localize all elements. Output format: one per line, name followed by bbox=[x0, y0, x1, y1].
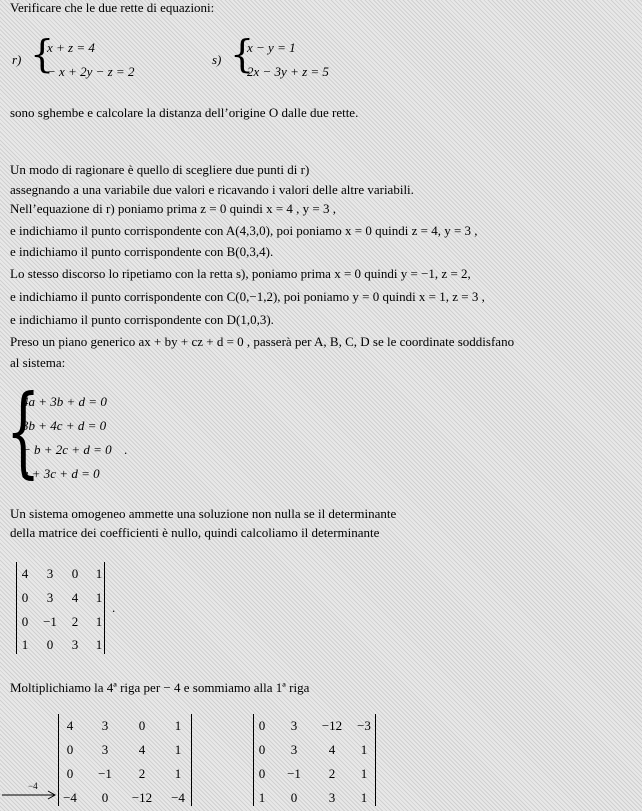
system-brace: { bbox=[6, 375, 41, 489]
matrix3-cell-r4-c1: 1 bbox=[258, 790, 266, 805]
solution-line-5: e indichiamo il punto corrispondente con B(0,3,4). bbox=[10, 244, 274, 259]
system-eq-2: 3b + 4c + d = 0 bbox=[22, 418, 107, 433]
matrix1-cell-r2-c3: 4 bbox=[71, 590, 79, 605]
matrix1-cell-r4-c1: 1 bbox=[21, 637, 29, 652]
line-r-eq1: x + z = 4 bbox=[47, 40, 95, 55]
line-s-brace: { bbox=[230, 32, 255, 76]
matrix3-cell-r1-c4: −3 bbox=[357, 718, 371, 733]
system-trailing-dot: . bbox=[124, 442, 128, 457]
matrix3-cell-r4-c4: 1 bbox=[360, 790, 368, 805]
solution-line-10: al sistema: bbox=[10, 355, 66, 370]
matrix1-cell-r1-c2: 3 bbox=[46, 566, 54, 581]
step-text: Moltiplichiamo la 4ª riga per − 4 e sommiamo alla 1ª riga bbox=[10, 680, 310, 695]
problem-statement: Verificare che le due rette di equazioni: bbox=[10, 0, 215, 15]
matrix1-cell-r1-c1: 4 bbox=[21, 566, 29, 581]
solution-line-4: e indichiamo il punto corrispondente con A(4,3,0), poi poniamo x = 0 quindi z = 4, y = 3 , bbox=[10, 223, 478, 238]
row-arrow bbox=[0, 790, 60, 802]
solution-line-8: e indichiamo il punto corrispondente con D(1,0,3). bbox=[10, 312, 274, 327]
matrix2-cell-r3-c4: 1 bbox=[174, 766, 182, 781]
matrix1-cell-r4-c4: 1 bbox=[95, 637, 103, 652]
matrix3-cell-r3-c1: 0 bbox=[258, 766, 266, 781]
matrix3-cell-r2-c4: 1 bbox=[360, 742, 368, 757]
system-eq-1: 4a + 3b + d = 0 bbox=[22, 394, 107, 409]
matrix2-cell-r2-c4: 1 bbox=[174, 742, 182, 757]
explain-line-1: Un sistema omogeneo ammette una soluzione non nulla se il determinante bbox=[10, 506, 397, 521]
arrow-label: −4 bbox=[28, 781, 38, 791]
solution-line-9: Preso un piano generico ax + by + cz + d = 0 , passerà per A, B, C, D se le coordinate soddisfano bbox=[10, 334, 515, 349]
matrix3-cell-r2-c1: 0 bbox=[258, 742, 266, 757]
line-r-brace: { bbox=[30, 32, 55, 76]
problem-question: sono sghembe e calcolare la distanza dell’origine O dalle due rette. bbox=[10, 105, 359, 120]
line-r-eq2: − x + 2y − z = 2 bbox=[47, 64, 135, 79]
matrix2-cell-r3-c1: 0 bbox=[66, 766, 74, 781]
matrix2-cell-r4-c4: −4 bbox=[171, 790, 185, 805]
matrix2-cell-r1-c2: 3 bbox=[101, 718, 109, 733]
matrix3-cell-r4-c2: 0 bbox=[290, 790, 298, 805]
matrix2-cell-r3-c3: 2 bbox=[138, 766, 146, 781]
solution-line-7: e indichiamo il punto corrispondente con C(0,−1,2), poi poniamo y = 0 quindi x = 1, z = 3 , bbox=[10, 289, 485, 304]
matrix2-cell-r1-c4: 1 bbox=[174, 718, 182, 733]
matrix1-cell-r1-c4: 1 bbox=[95, 566, 103, 581]
line-s-eq2: 2x − 3y + z = 5 bbox=[247, 64, 329, 79]
matrix3-cell-r1-c1: 0 bbox=[258, 718, 266, 733]
det1-trailing-dot: . bbox=[112, 600, 116, 615]
line-s-eq1: x − y = 1 bbox=[247, 40, 296, 55]
matrix2-cell-r2-c1: 0 bbox=[66, 742, 74, 757]
matrix1-cell-r3-c3: 2 bbox=[71, 614, 79, 629]
matrix3-cell-r3-c4: 1 bbox=[360, 766, 368, 781]
line-r-label: r) bbox=[12, 52, 22, 67]
solution-line-3: Nell’equazione di r) poniamo prima z = 0 quindi x = 4 , y = 3 , bbox=[10, 201, 336, 216]
matrix2-cell-r4-c1: −4 bbox=[63, 790, 77, 805]
matrix1-cell-r3-c1: 0 bbox=[21, 614, 29, 629]
matrix2-cell-r1-c1: 4 bbox=[66, 718, 74, 733]
solution-line-1: Un modo di ragionare è quello di scegliere due punti di r) bbox=[10, 162, 310, 177]
matrix3-cell-r3-c3: 2 bbox=[328, 766, 336, 781]
matrix1-cell-r2-c2: 3 bbox=[46, 590, 54, 605]
matrix3-cell-r1-c2: 3 bbox=[290, 718, 298, 733]
matrix1-cell-r2-c4: 1 bbox=[95, 590, 103, 605]
matrix2-cell-r2-c3: 4 bbox=[138, 742, 146, 757]
matrix2-cell-r4-c3: −12 bbox=[131, 790, 153, 805]
matrix1-cell-r3-c4: 1 bbox=[95, 614, 103, 629]
explain-line-2: della matrice dei coefficienti è nullo, quindi calcoliamo il determinante bbox=[10, 525, 380, 540]
solution-line-6: Lo stesso discorso lo ripetiamo con la retta s), poniamo prima x = 0 quindi y = −1, z = 2, bbox=[10, 266, 471, 281]
system-eq-4: a + 3c + d = 0 bbox=[22, 466, 100, 481]
line-s-label: s) bbox=[212, 52, 222, 67]
system-eq-3: − b + 2c + d = 0 bbox=[22, 442, 112, 457]
matrix2-cell-r3-c2: −1 bbox=[98, 766, 112, 781]
matrix1-cell-r4-c2: 0 bbox=[46, 637, 54, 652]
matrix3-cell-r4-c3: 3 bbox=[328, 790, 336, 805]
matrix1-cell-r1-c3: 0 bbox=[71, 566, 79, 581]
matrix1-cell-r3-c2: −1 bbox=[43, 614, 57, 629]
matrix1-cell-r4-c3: 3 bbox=[71, 637, 79, 652]
matrix3-cell-r2-c2: 3 bbox=[290, 742, 298, 757]
matrix2-cell-r4-c2: 0 bbox=[101, 790, 109, 805]
matrix2-cell-r2-c2: 3 bbox=[101, 742, 109, 757]
matrix1-cell-r2-c1: 0 bbox=[21, 590, 29, 605]
matrix3-cell-r1-c3: −12 bbox=[321, 718, 343, 733]
matrix3-cell-r3-c2: −1 bbox=[287, 766, 301, 781]
solution-line-2: assegnando a una variabile due valori e ricavando i valori delle altre variabili. bbox=[10, 182, 414, 197]
matrix3-cell-r2-c3: 4 bbox=[328, 742, 336, 757]
matrix2-cell-r1-c3: 0 bbox=[138, 718, 146, 733]
